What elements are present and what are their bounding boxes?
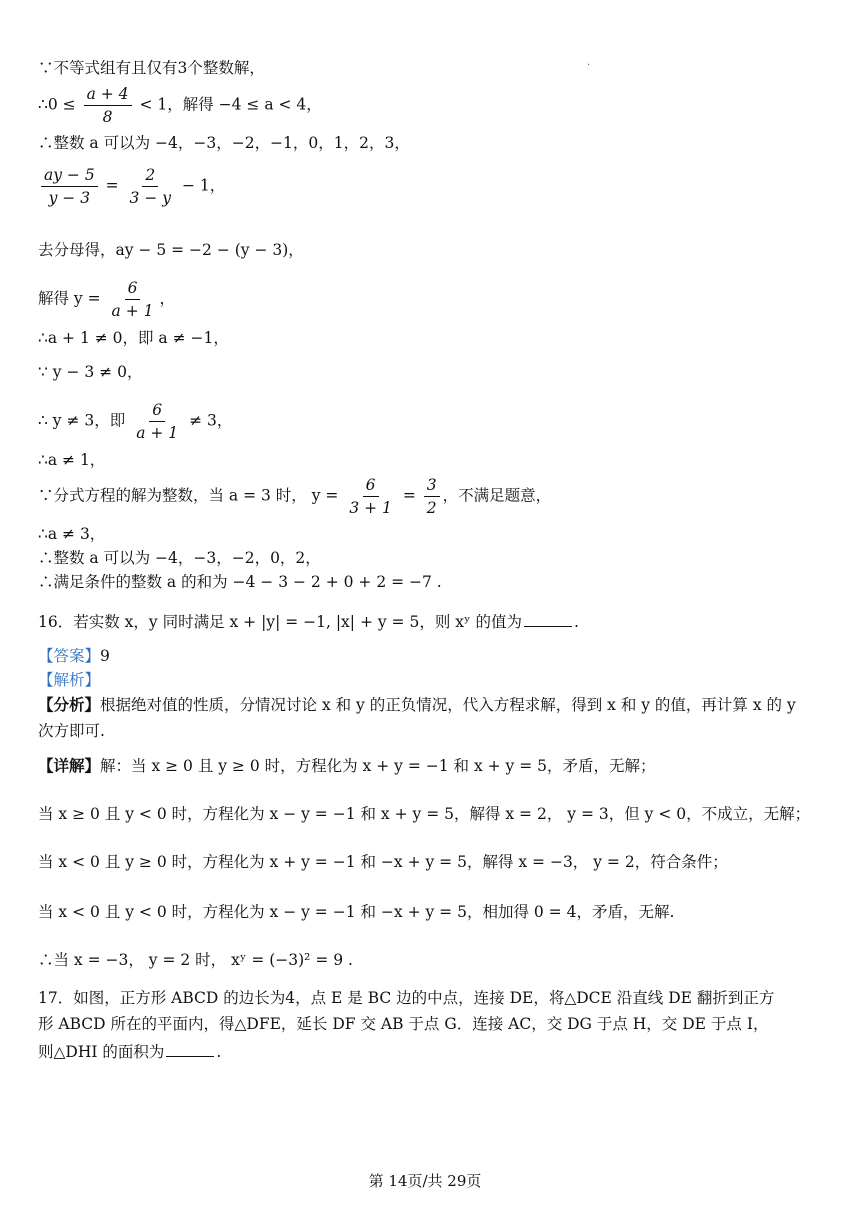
fraction: $\frac{6}{a + 1}$ (111, 279, 154, 320)
fraction: $\frac{3}{2}$ (424, 475, 440, 518)
question-17-line-1: 17．如图，正方形 ABCD 的边长为4，点 E 是 BC 边的中点，连接 DE，将△DCE 沿直线 DE 翻折到正方 (38, 989, 775, 1007)
answer-line: 【答案】9 (38, 647, 110, 665)
fraction: $\frac{ay - 5}{y - 3}$ (41, 165, 98, 208)
case-2: 当 x ≥ 0 且 y < 0 时，方程化为 x − y = −1 和 x + y = 5，解得 x = 2， y = 3，但 y < 0，不成立，无解； (38, 805, 811, 823)
line-13: ∴整数 a 可以为 −4，−3，−2，0，2， (38, 549, 321, 567)
line-10: ∴a ≠ 1， (38, 451, 106, 469)
fraction: $\frac{2}{3 - y}$ (129, 166, 172, 207)
line-12: ∴a ≠ 3， (38, 525, 106, 543)
question-17-line-2: 形 ABCD 所在的平面内，得△DFE，延长 DF 交 AB 于点 G．连接 AC，交 DG 于点 H，交 DE 于点 I， (38, 1015, 769, 1033)
case-4: 当 x < 0 且 y < 0 时，方程化为 x − y = −1 和 −x + y = 5，相加得 0 = 4，矛盾，无解. (38, 903, 675, 921)
line-14: ∴满足条件的整数 a 的和为 −4 − 3 − 2 + 0 + 2 = −7 . (38, 573, 442, 591)
line-6: 解得 y = $\frac{6}{a + 1}$ ， (38, 279, 175, 320)
line-3: ∴整数 a 可以为 −4，−3，−2，−1，0，1，2，3， (38, 134, 410, 152)
question-16: 16．若实数 x，y 同时满足 x + |y| = −1, |x| + y = 5，则 xʸ 的值为 . (38, 610, 579, 632)
line-9: ∴ y ≠ 3，即 $\frac{6}{a + 1}$ ≠ 3， (38, 401, 233, 442)
line-4: $\frac{ay - 5}{y - 3}$ = $\frac{2}{3 - y}$ − 1， (38, 165, 225, 208)
fraction: $\frac{a + 4}{8}$ (84, 84, 132, 127)
conclusion: ∴当 x = −3， y = 2 时， xʸ = (−3)² = 9 . (38, 951, 353, 969)
line-1: ∵不等式组有且仅有3个整数解， (38, 59, 265, 77)
detail-line: 【详解】解：当 x ≥ 0 且 y ≥ 0 时，方程化为 x + y = −1 和 x + y = 5，矛盾，无解； (38, 756, 656, 775)
fraction: $\frac{6}{3 + 1}$ (349, 476, 392, 517)
question-17-line-3: 则△DHI 的面积为 . (38, 1040, 221, 1062)
line-11: ∵分式方程的解为整数，当 a = 3 时， y = $\frac{6}{3 + 1}$ = $\frac{3}{2}$ ，不满足题意， (38, 476, 552, 517)
page-footer: 第 14页/共 29页 (368, 1172, 482, 1190)
fraction: $\frac{6}{a + 1}$ (136, 401, 179, 442)
stray-dot: · (587, 60, 591, 71)
answer-blank (524, 610, 572, 627)
jiexi-line: 【解析】 (38, 671, 101, 689)
line-8: ∵ y − 3 ≠ 0， (38, 363, 143, 381)
analysis-paragraph: 【分析】根据绝对值的性质，分情况讨论 x 和 y 的正负情况，代入方程求解，得到 x 和 y 的值，再计算 x 的 y 次方即可. (38, 695, 796, 740)
line-2: ∴0 ≤ $\frac{a + 4}{8}$ < 1，解得 −4 ≤ a < 4， (38, 85, 322, 126)
line-7: ∴a + 1 ≠ 0，即 a ≠ −1， (38, 329, 229, 347)
line-5: 去分母得，ay − 5 = −2 − (y − 3)， (38, 241, 304, 259)
answer-blank (166, 1040, 214, 1057)
case-3: 当 x < 0 且 y ≥ 0 时，方程化为 x + y = −1 和 −x + y = 5，解得 x = −3， y = 2，符合条件； (38, 853, 728, 871)
